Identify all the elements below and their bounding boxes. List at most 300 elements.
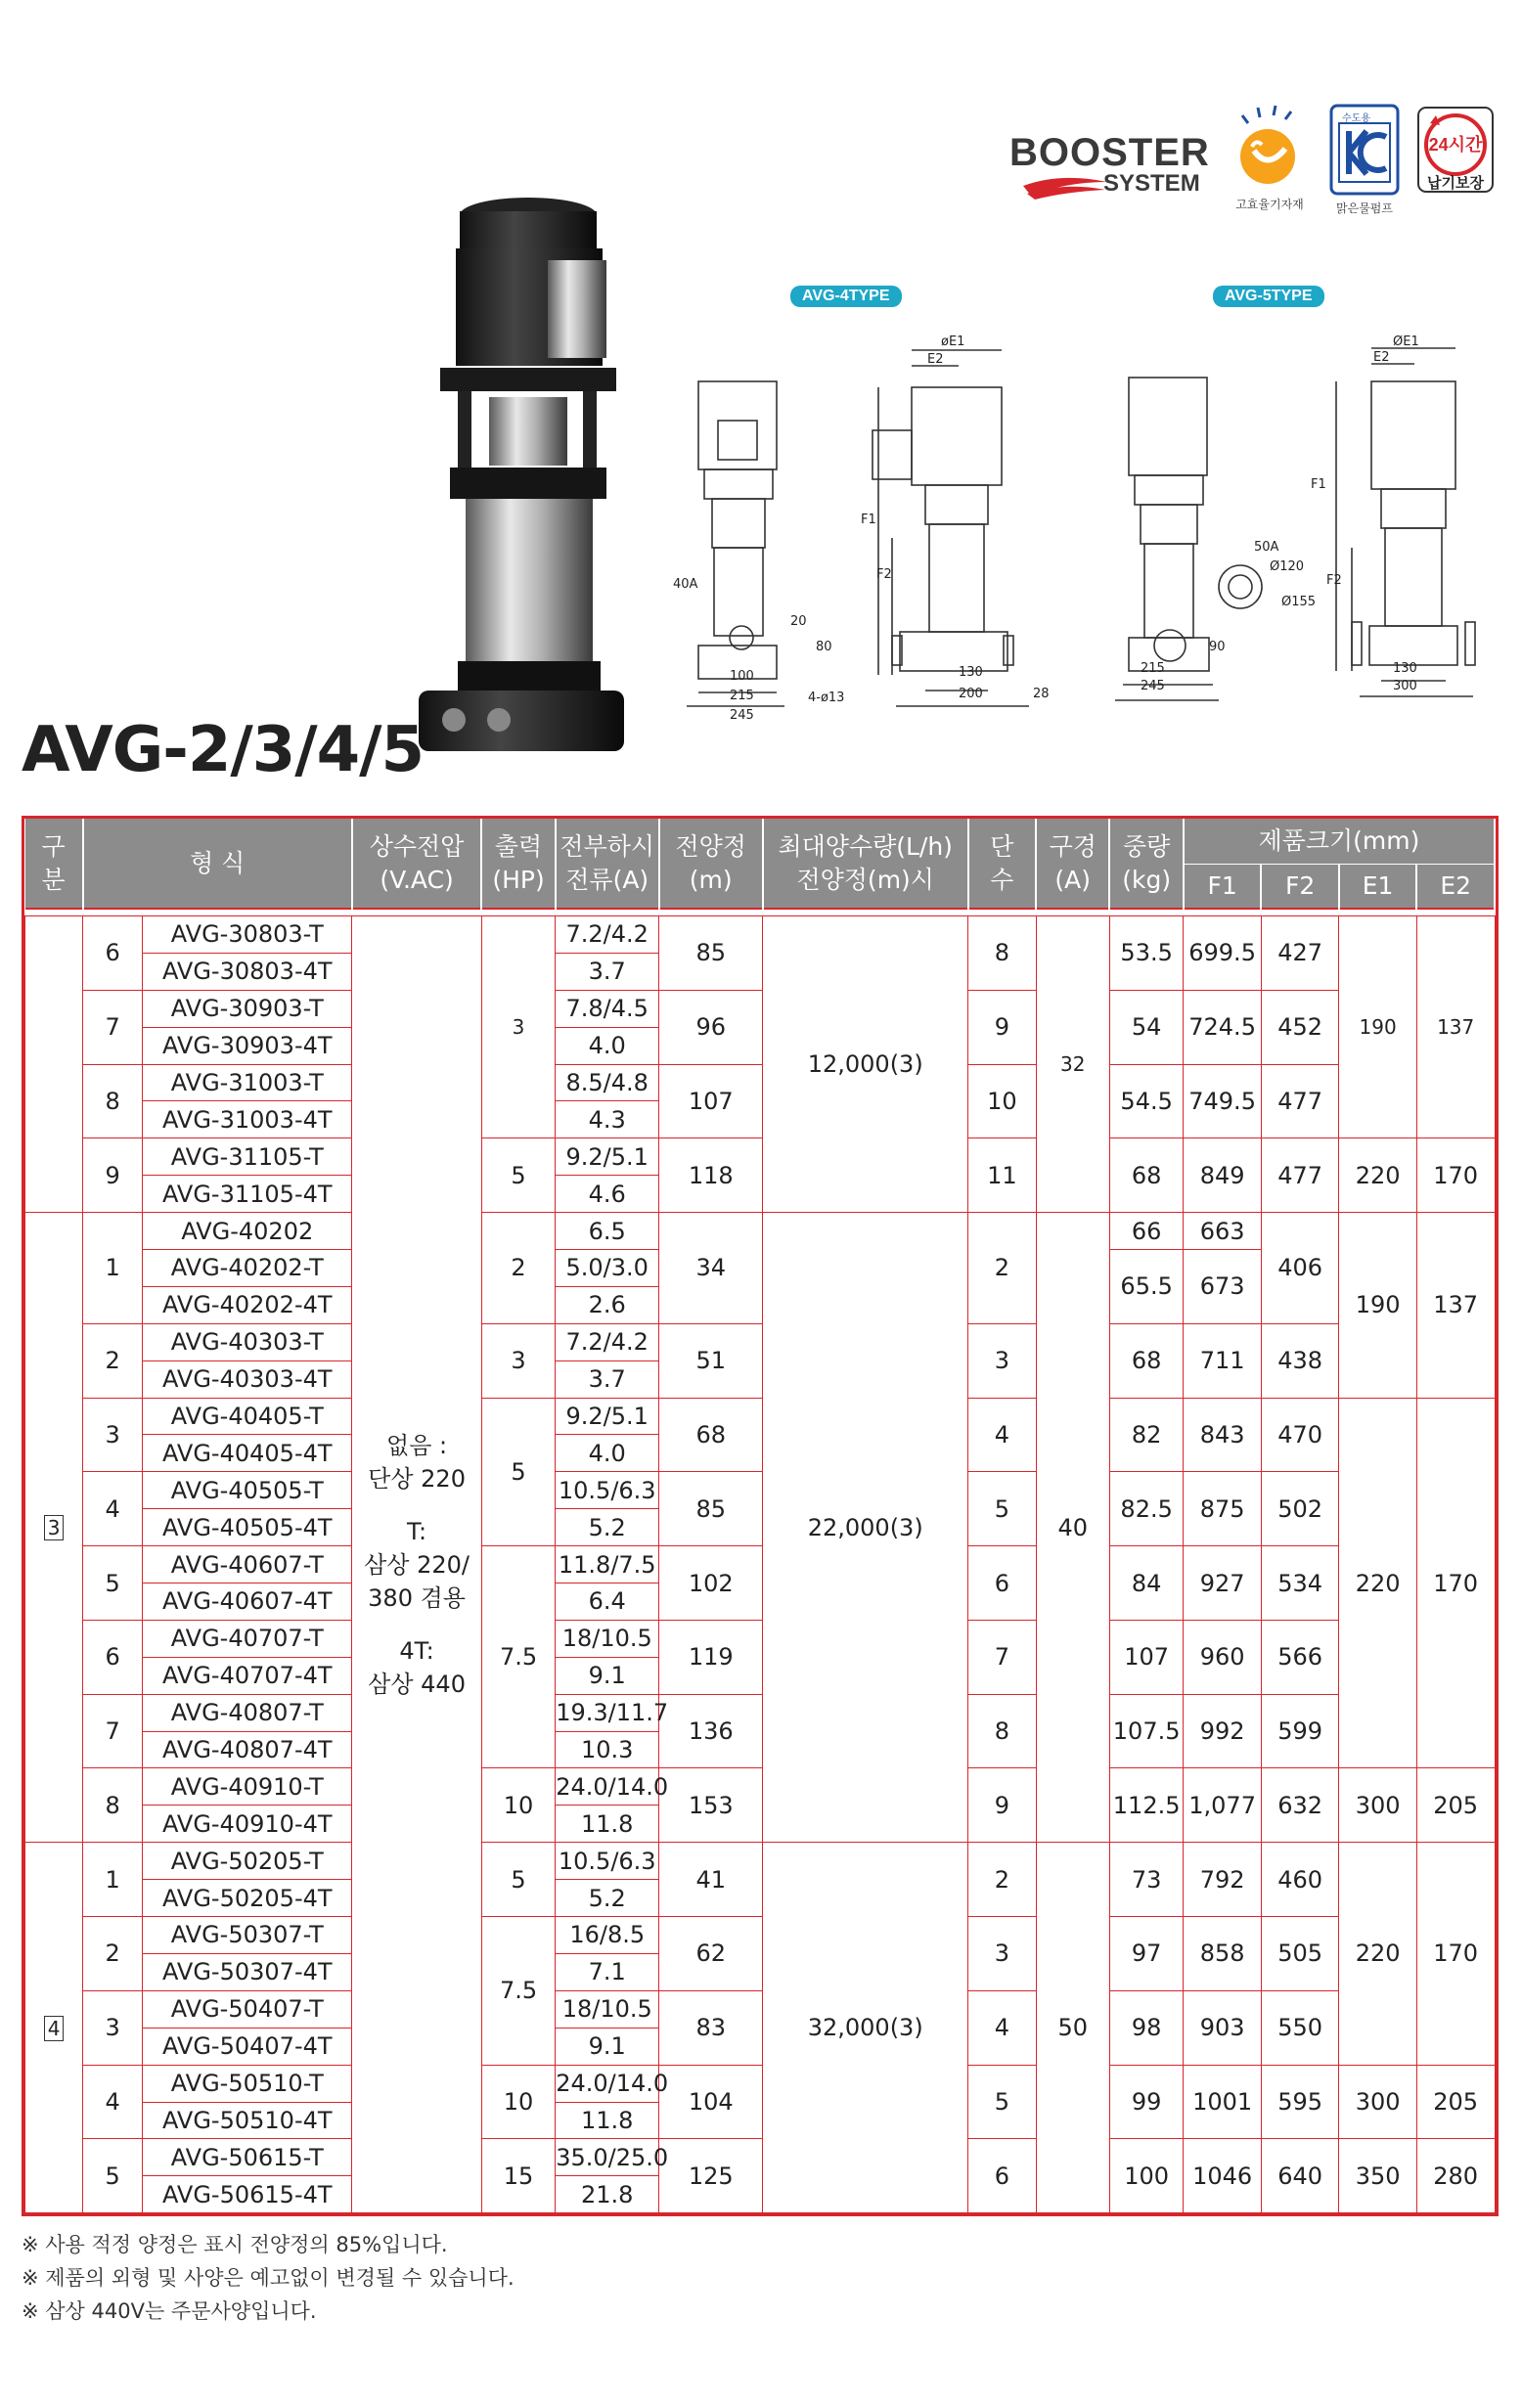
item-no: 6 xyxy=(83,1620,143,1694)
th-size: 제품크기(mm) xyxy=(1184,819,1495,865)
head-cell: 153 xyxy=(659,1768,763,1843)
output-cell: 7.5 xyxy=(481,1917,555,2066)
e2-cell: 137 xyxy=(1416,916,1495,1138)
f2-cell: 502 xyxy=(1261,1472,1339,1546)
model-cell: AVG-30903-4T xyxy=(143,1027,352,1064)
output-cell: 3 xyxy=(481,916,555,1138)
output-cell: 7.5 xyxy=(481,1546,555,1768)
f1-cell: 849 xyxy=(1184,1138,1262,1213)
item-no: 3 xyxy=(83,1990,143,2065)
f1-cell: 663 xyxy=(1184,1213,1262,1250)
current-cell: 8.5/4.8 xyxy=(556,1064,659,1101)
f2-cell: 477 xyxy=(1261,1138,1339,1213)
table-row xyxy=(25,1213,1496,1250)
f2-cell: 595 xyxy=(1261,2065,1339,2139)
th-current: 전부하시 전류(A) xyxy=(556,819,659,909)
current-cell: 24.0/14.0 xyxy=(556,2065,659,2102)
model-cell: AVG-50407-4T xyxy=(143,2028,352,2065)
e2-cell: 205 xyxy=(1416,2065,1495,2139)
note-line: ※ 삼상 440V는 주문사양입니다. xyxy=(22,2299,317,2323)
weight-cell: 54.5 xyxy=(1109,1064,1183,1138)
current-cell: 2.6 xyxy=(556,1286,659,1323)
f1-cell: 858 xyxy=(1184,1917,1262,1991)
t4-d215: 215 xyxy=(730,689,754,703)
output-cell: 3 xyxy=(481,1323,555,1398)
th-flow: 최대양수량(L/h) 전양정(m)시 xyxy=(763,819,968,909)
current-cell: 18/10.5 xyxy=(556,1620,659,1657)
table-row xyxy=(25,990,1496,1027)
table-row xyxy=(25,1546,1496,1583)
table-row xyxy=(25,1472,1496,1509)
item-no: 6 xyxy=(83,916,143,991)
current-cell: 21.8 xyxy=(556,2176,659,2213)
voltage-line: 삼상 220/ xyxy=(364,1550,470,1579)
voltage-line xyxy=(352,1495,481,1515)
pump-photo xyxy=(411,192,636,779)
item-no: 7 xyxy=(83,1694,143,1768)
item-no: 8 xyxy=(83,1768,143,1843)
weight-cell: 107.5 xyxy=(1109,1694,1183,1768)
head-cell: 41 xyxy=(659,1843,763,1917)
current-cell: 4.3 xyxy=(556,1101,659,1138)
weight-cell: 82.5 xyxy=(1109,1472,1183,1546)
voltage-note xyxy=(352,916,482,2213)
item-no: 5 xyxy=(83,2139,143,2213)
f2-cell: 460 xyxy=(1261,1843,1339,1917)
t5-f1: F1 xyxy=(1311,477,1326,492)
t4-d100: 100 xyxy=(730,669,754,684)
t5-d90: 90 xyxy=(1209,640,1226,654)
model-cell: AVG-40707-T xyxy=(143,1620,352,1657)
t4-d130: 130 xyxy=(959,665,983,680)
stages-cell: 10 xyxy=(968,1064,1036,1138)
current-cell: 11.8 xyxy=(556,2102,659,2139)
t5-d245: 245 xyxy=(1141,679,1165,693)
f1-cell: 1001 xyxy=(1184,2065,1262,2139)
table-row xyxy=(25,1917,1496,1954)
logo-eff-caption: 고효율기자재 xyxy=(1235,198,1304,211)
model-cell: AVG-30803-4T xyxy=(143,953,352,990)
table-row xyxy=(25,2139,1496,2176)
model-cell: AVG-50615-4T xyxy=(143,2176,352,2213)
table-spacer xyxy=(25,909,1496,916)
table-row xyxy=(25,1694,1496,1731)
footnotes xyxy=(22,2228,515,2328)
stages-cell: 8 xyxy=(968,1694,1036,1768)
logo-24-caption: 납기보장 xyxy=(1427,174,1484,192)
head-cell: 62 xyxy=(659,1917,763,1991)
th-e1: E1 xyxy=(1339,865,1417,910)
voltage-line: 없음 : xyxy=(386,1431,448,1459)
table-row xyxy=(25,916,1496,954)
weight-cell: 97 xyxy=(1109,1917,1183,1991)
model-cell: AVG-40405-4T xyxy=(143,1435,352,1472)
th-f2: F2 xyxy=(1261,865,1339,910)
f2-cell: 470 xyxy=(1261,1398,1339,1472)
e1-cell: 350 xyxy=(1339,2139,1417,2213)
head-cell: 83 xyxy=(659,1990,763,2065)
type5-badge: AVG-5TYPE xyxy=(1213,286,1324,307)
voltage-line: 4T: xyxy=(399,1636,434,1665)
th-model: 형 식 xyxy=(83,819,352,909)
item-no: 4 xyxy=(83,1472,143,1546)
f2-cell: 550 xyxy=(1261,1990,1339,2065)
head-cell: 68 xyxy=(659,1398,763,1472)
item-no: 3 xyxy=(83,1398,143,1472)
th-weight: 중량 (kg) xyxy=(1109,819,1183,909)
f2-cell: 477 xyxy=(1261,1064,1339,1138)
stages-cell: 3 xyxy=(968,1323,1036,1398)
t4-d80: 80 xyxy=(816,640,832,654)
bore-cell: 32 xyxy=(1036,916,1109,1213)
stages-cell: 6 xyxy=(968,1546,1036,1621)
flow-cell: 22,000(3) xyxy=(763,1213,968,1843)
group-label xyxy=(25,916,83,1213)
f1-cell: 960 xyxy=(1184,1620,1262,1694)
output-cell: 5 xyxy=(481,1843,555,1917)
current-cell: 9.1 xyxy=(556,1657,659,1694)
t4-f2: F2 xyxy=(876,567,892,582)
output-cell: 10 xyxy=(481,1768,555,1843)
output-cell: 2 xyxy=(481,1213,555,1324)
current-cell: 7.2/4.2 xyxy=(556,1323,659,1360)
th-voltage: 상수전압 (V.AC) xyxy=(352,819,482,909)
24h-delivery-logo xyxy=(1416,106,1495,217)
t4-f1: F1 xyxy=(861,513,876,527)
note-line: ※ 제품의 외형 및 사양은 예고없이 변경될 수 있습니다. xyxy=(22,2266,515,2290)
model-cell: AVG-50510-4T xyxy=(143,2102,352,2139)
head-cell: 34 xyxy=(659,1213,763,1324)
model-cell: AVG-40202 xyxy=(143,1213,352,1250)
model-cell: AVG-40202-T xyxy=(143,1250,352,1287)
model-cell: AVG-50510-T xyxy=(143,2065,352,2102)
e1-cell: 220 xyxy=(1339,1138,1417,1213)
t4-e1: øE1 xyxy=(941,334,965,349)
model-cell: AVG-30903-T xyxy=(143,990,352,1027)
voltage-line: 380 겸용 xyxy=(368,1583,466,1612)
model-cell: AVG-40807-4T xyxy=(143,1731,352,1768)
head-cell: 85 xyxy=(659,1472,763,1546)
f1-cell: 711 xyxy=(1184,1323,1262,1398)
f1-cell: 927 xyxy=(1184,1546,1262,1621)
head-cell: 119 xyxy=(659,1620,763,1694)
e1-cell: 190 xyxy=(1339,1213,1417,1398)
logo-kc-caption: 맑은물펌프 xyxy=(1336,201,1393,215)
f1-cell: 749.5 xyxy=(1184,1064,1262,1138)
current-cell: 3.7 xyxy=(556,953,659,990)
head-cell: 51 xyxy=(659,1323,763,1398)
t5-inlet: 50A xyxy=(1254,540,1279,555)
f2-cell: 505 xyxy=(1261,1917,1339,1991)
current-cell: 7.2/4.2 xyxy=(556,916,659,954)
table-row xyxy=(25,1768,1496,1806)
model-cell: AVG-40505-4T xyxy=(143,1509,352,1546)
current-cell: 6.5 xyxy=(556,1213,659,1250)
weight-cell: 99 xyxy=(1109,2065,1183,2139)
stages-cell: 9 xyxy=(968,1768,1036,1843)
weight-cell: 54 xyxy=(1109,990,1183,1064)
f1-cell: 1,077 xyxy=(1184,1768,1262,1843)
weight-cell: 112.5 xyxy=(1109,1768,1183,1843)
t5-d300: 300 xyxy=(1393,679,1417,693)
weight-cell: 53.5 xyxy=(1109,916,1183,991)
avg4-drawing xyxy=(665,323,1056,734)
f1-cell: 875 xyxy=(1184,1472,1262,1546)
voltage-line: 단상 220 xyxy=(368,1464,466,1493)
table-row xyxy=(25,1398,1496,1435)
table-row xyxy=(25,1843,1496,1880)
logo-24-main: 24시간 xyxy=(1428,135,1483,155)
th-head: 전양정 (m) xyxy=(659,819,763,909)
weight-cell: 68 xyxy=(1109,1138,1183,1213)
head-cell: 107 xyxy=(659,1064,763,1138)
model-cell: AVG-40910-4T xyxy=(143,1806,352,1843)
stages-cell: 4 xyxy=(968,1990,1036,2065)
head-cell: 136 xyxy=(659,1694,763,1768)
efficiency-smile-icon xyxy=(1223,102,1317,192)
head-cell: 102 xyxy=(659,1546,763,1621)
model-cell: AVG-31105-T xyxy=(143,1138,352,1176)
stages-cell: 2 xyxy=(968,1213,1036,1324)
stages-cell: 7 xyxy=(968,1620,1036,1694)
group-label xyxy=(25,1843,83,2213)
weight-cell: 107 xyxy=(1109,1620,1183,1694)
output-cell: 15 xyxy=(481,2139,555,2213)
kc-water-logo xyxy=(1326,104,1403,217)
model-cell: AVG-31003-4T xyxy=(143,1101,352,1138)
model-cell: AVG-40303-T xyxy=(143,1323,352,1360)
current-cell: 19.3/11.7 xyxy=(556,1694,659,1731)
output-cell: 5 xyxy=(481,1138,555,1213)
item-no: 8 xyxy=(83,1064,143,1138)
current-cell: 4.0 xyxy=(556,1027,659,1064)
e1-cell: 300 xyxy=(1339,1768,1417,1843)
model-cell: AVG-31003-T xyxy=(143,1064,352,1101)
f1-cell: 792 xyxy=(1184,1843,1262,1917)
current-cell: 7.8/4.5 xyxy=(556,990,659,1027)
model-cell: AVG-40505-T xyxy=(143,1472,352,1509)
e1-cell: 300 xyxy=(1339,2065,1417,2139)
stages-cell: 2 xyxy=(968,1843,1036,1917)
current-cell: 5.0/3.0 xyxy=(556,1250,659,1287)
weight-cell: 66 xyxy=(1109,1213,1183,1250)
e1-cell: 220 xyxy=(1339,1398,1417,1768)
flow-cell: 12,000(3) xyxy=(763,916,968,1213)
item-no: 7 xyxy=(83,990,143,1064)
t5-d130: 130 xyxy=(1393,661,1417,676)
model-cell: AVG-50407-T xyxy=(143,1990,352,2028)
current-cell: 5.2 xyxy=(556,1509,659,1546)
avg5-drawing xyxy=(1105,323,1497,714)
f1-cell: 724.5 xyxy=(1184,990,1262,1064)
model-cell: AVG-40707-4T xyxy=(143,1657,352,1694)
model-cell: AVG-50615-T xyxy=(143,2139,352,2176)
e1-cell: 190 xyxy=(1339,916,1417,1138)
weight-cell: 100 xyxy=(1109,2139,1183,2213)
voltage-line xyxy=(352,1615,481,1634)
head-cell: 96 xyxy=(659,990,763,1064)
stages-cell: 6 xyxy=(968,2139,1036,2213)
spec-table-frame xyxy=(22,816,1499,2216)
table-row xyxy=(25,2065,1496,2102)
f1-cell: 699.5 xyxy=(1184,916,1262,991)
item-no: 2 xyxy=(83,1917,143,1991)
t5-d120: Ø120 xyxy=(1270,559,1305,574)
t5-d215: 215 xyxy=(1141,661,1165,676)
f2-cell: 534 xyxy=(1261,1546,1339,1621)
e2-cell: 137 xyxy=(1416,1213,1495,1398)
weight-cell: 82 xyxy=(1109,1398,1183,1472)
bore-cell: 50 xyxy=(1036,1843,1109,2213)
t4-d20: 20 xyxy=(790,614,807,629)
stages-cell: 8 xyxy=(968,916,1036,991)
brand-bottom-text: SYSTEM xyxy=(1103,170,1200,197)
t5-e1: ØE1 xyxy=(1393,334,1419,349)
current-cell: 9.1 xyxy=(556,2028,659,2065)
high-efficiency-logo xyxy=(1223,102,1317,217)
item-no: 2 xyxy=(83,1323,143,1398)
f1-cell: 992 xyxy=(1184,1694,1262,1768)
item-no: 4 xyxy=(83,2065,143,2139)
current-cell: 5.2 xyxy=(556,1880,659,1917)
weight-cell: 65.5 xyxy=(1109,1250,1183,1324)
head-cell: 85 xyxy=(659,916,763,991)
current-cell: 9.2/5.1 xyxy=(556,1138,659,1176)
spec-table xyxy=(24,819,1496,2213)
t4-d245: 245 xyxy=(730,708,754,723)
head-cell: 104 xyxy=(659,2065,763,2139)
f1-cell: 673 xyxy=(1184,1250,1262,1324)
voltage-line: 삼상 440 xyxy=(368,1670,466,1698)
th-f1: F1 xyxy=(1184,865,1262,910)
model-cell: AVG-31105-4T xyxy=(143,1176,352,1213)
weight-cell: 68 xyxy=(1109,1323,1183,1398)
brand-top-text: BOOSTER xyxy=(1009,131,1210,174)
current-cell: 6.4 xyxy=(556,1583,659,1621)
t4-holes: 4-ø13 xyxy=(808,691,845,705)
th-stages: 단 수 xyxy=(968,819,1036,909)
f1-cell: 1046 xyxy=(1184,2139,1262,2213)
table-row xyxy=(25,1620,1496,1657)
model-cell: AVG-40303-4T xyxy=(143,1360,352,1398)
item-no: 9 xyxy=(83,1138,143,1213)
group-label-box: 3 xyxy=(44,1515,65,1540)
e1-cell: 220 xyxy=(1339,1843,1417,2065)
current-cell: 7.1 xyxy=(556,1953,659,1990)
model-cell: AVG-50307-T xyxy=(143,1917,352,1954)
stages-cell: 9 xyxy=(968,990,1036,1064)
f2-cell: 566 xyxy=(1261,1620,1339,1694)
item-no: 5 xyxy=(83,1546,143,1621)
table-row xyxy=(25,1064,1496,1101)
t4-d200: 200 xyxy=(959,687,983,701)
e2-cell: 170 xyxy=(1416,1398,1495,1768)
th-gubun: 구 분 xyxy=(25,819,83,909)
th-e2: E2 xyxy=(1416,865,1495,910)
current-cell: 4.6 xyxy=(556,1176,659,1213)
weight-cell: 73 xyxy=(1109,1843,1183,1917)
flow-cell: 32,000(3) xyxy=(763,1843,968,2213)
e2-cell: 280 xyxy=(1416,2139,1495,2213)
model-cell: AVG-50205-T xyxy=(143,1843,352,1880)
model-cell: AVG-40910-T xyxy=(143,1768,352,1806)
item-no: 1 xyxy=(83,1843,143,1917)
model-cell: AVG-50307-4T xyxy=(143,1953,352,1990)
f2-cell: 640 xyxy=(1261,2139,1339,2213)
note-line: ※ 사용 적정 양정은 표시 전양정의 85%입니다. xyxy=(22,2233,448,2256)
output-cell: 10 xyxy=(481,2065,555,2139)
t5-d155: Ø155 xyxy=(1281,595,1317,609)
t5-f2: F2 xyxy=(1326,573,1342,588)
type4-badge: AVG-4TYPE xyxy=(790,286,902,307)
f2-cell: 599 xyxy=(1261,1694,1339,1768)
e2-cell: 170 xyxy=(1416,1138,1495,1213)
group-label-box: 4 xyxy=(44,2016,65,2041)
booster-system-logo xyxy=(1009,133,1221,201)
model-cell: AVG-40405-T xyxy=(143,1398,352,1435)
stages-cell: 5 xyxy=(968,2065,1036,2139)
model-cell: AVG-40807-T xyxy=(143,1694,352,1731)
f1-cell: 903 xyxy=(1184,1990,1262,2065)
current-cell: 4.0 xyxy=(556,1435,659,1472)
group-label xyxy=(25,1213,83,1843)
current-cell: 18/10.5 xyxy=(556,1990,659,2028)
current-cell: 10.5/6.3 xyxy=(556,1472,659,1509)
th-bore: 구경 (A) xyxy=(1036,819,1109,909)
stages-cell: 11 xyxy=(968,1138,1036,1213)
current-cell: 9.2/5.1 xyxy=(556,1398,659,1435)
current-cell: 35.0/25.0 xyxy=(556,2139,659,2176)
t5-e2: E2 xyxy=(1373,350,1390,365)
stages-cell: 5 xyxy=(968,1472,1036,1546)
voltage-line: T: xyxy=(407,1517,427,1545)
head-cell: 118 xyxy=(659,1138,763,1213)
item-no: 1 xyxy=(83,1213,143,1324)
output-cell: 5 xyxy=(481,1398,555,1546)
current-cell: 3.7 xyxy=(556,1360,659,1398)
table-row xyxy=(25,1138,1496,1176)
t4-e2: E2 xyxy=(927,352,944,367)
current-cell: 16/8.5 xyxy=(556,1917,659,1954)
head-cell: 125 xyxy=(659,2139,763,2213)
model-cell: AVG-40202-4T xyxy=(143,1286,352,1323)
weight-cell: 98 xyxy=(1109,1990,1183,2065)
swoosh-icon xyxy=(1021,172,1109,200)
model-cell: AVG-30803-T xyxy=(143,916,352,954)
t4-inlet: 40A xyxy=(673,577,698,592)
logo-kc-top: 수도용 xyxy=(1342,113,1370,124)
e2-cell: 205 xyxy=(1416,1768,1495,1843)
weight-cell: 84 xyxy=(1109,1546,1183,1621)
current-cell: 24.0/14.0 xyxy=(556,1768,659,1806)
current-cell: 11.8 xyxy=(556,1806,659,1843)
table-row xyxy=(25,1323,1496,1360)
page-title: AVG-2/3/4/5 xyxy=(22,714,425,786)
table-row xyxy=(25,1990,1496,2028)
model-cell: AVG-40607-4T xyxy=(143,1583,352,1621)
f1-cell: 843 xyxy=(1184,1398,1262,1472)
model-cell: AVG-50205-4T xyxy=(143,1880,352,1917)
current-cell: 10.5/6.3 xyxy=(556,1843,659,1880)
current-cell: 11.8/7.5 xyxy=(556,1546,659,1583)
stages-cell: 4 xyxy=(968,1398,1036,1472)
th-output: 출력 (HP) xyxy=(481,819,555,909)
current-cell: 10.3 xyxy=(556,1731,659,1768)
f2-cell: 427 xyxy=(1261,916,1339,991)
f2-cell: 632 xyxy=(1261,1768,1339,1843)
f2-cell: 406 xyxy=(1261,1213,1339,1324)
model-cell: AVG-40607-T xyxy=(143,1546,352,1583)
